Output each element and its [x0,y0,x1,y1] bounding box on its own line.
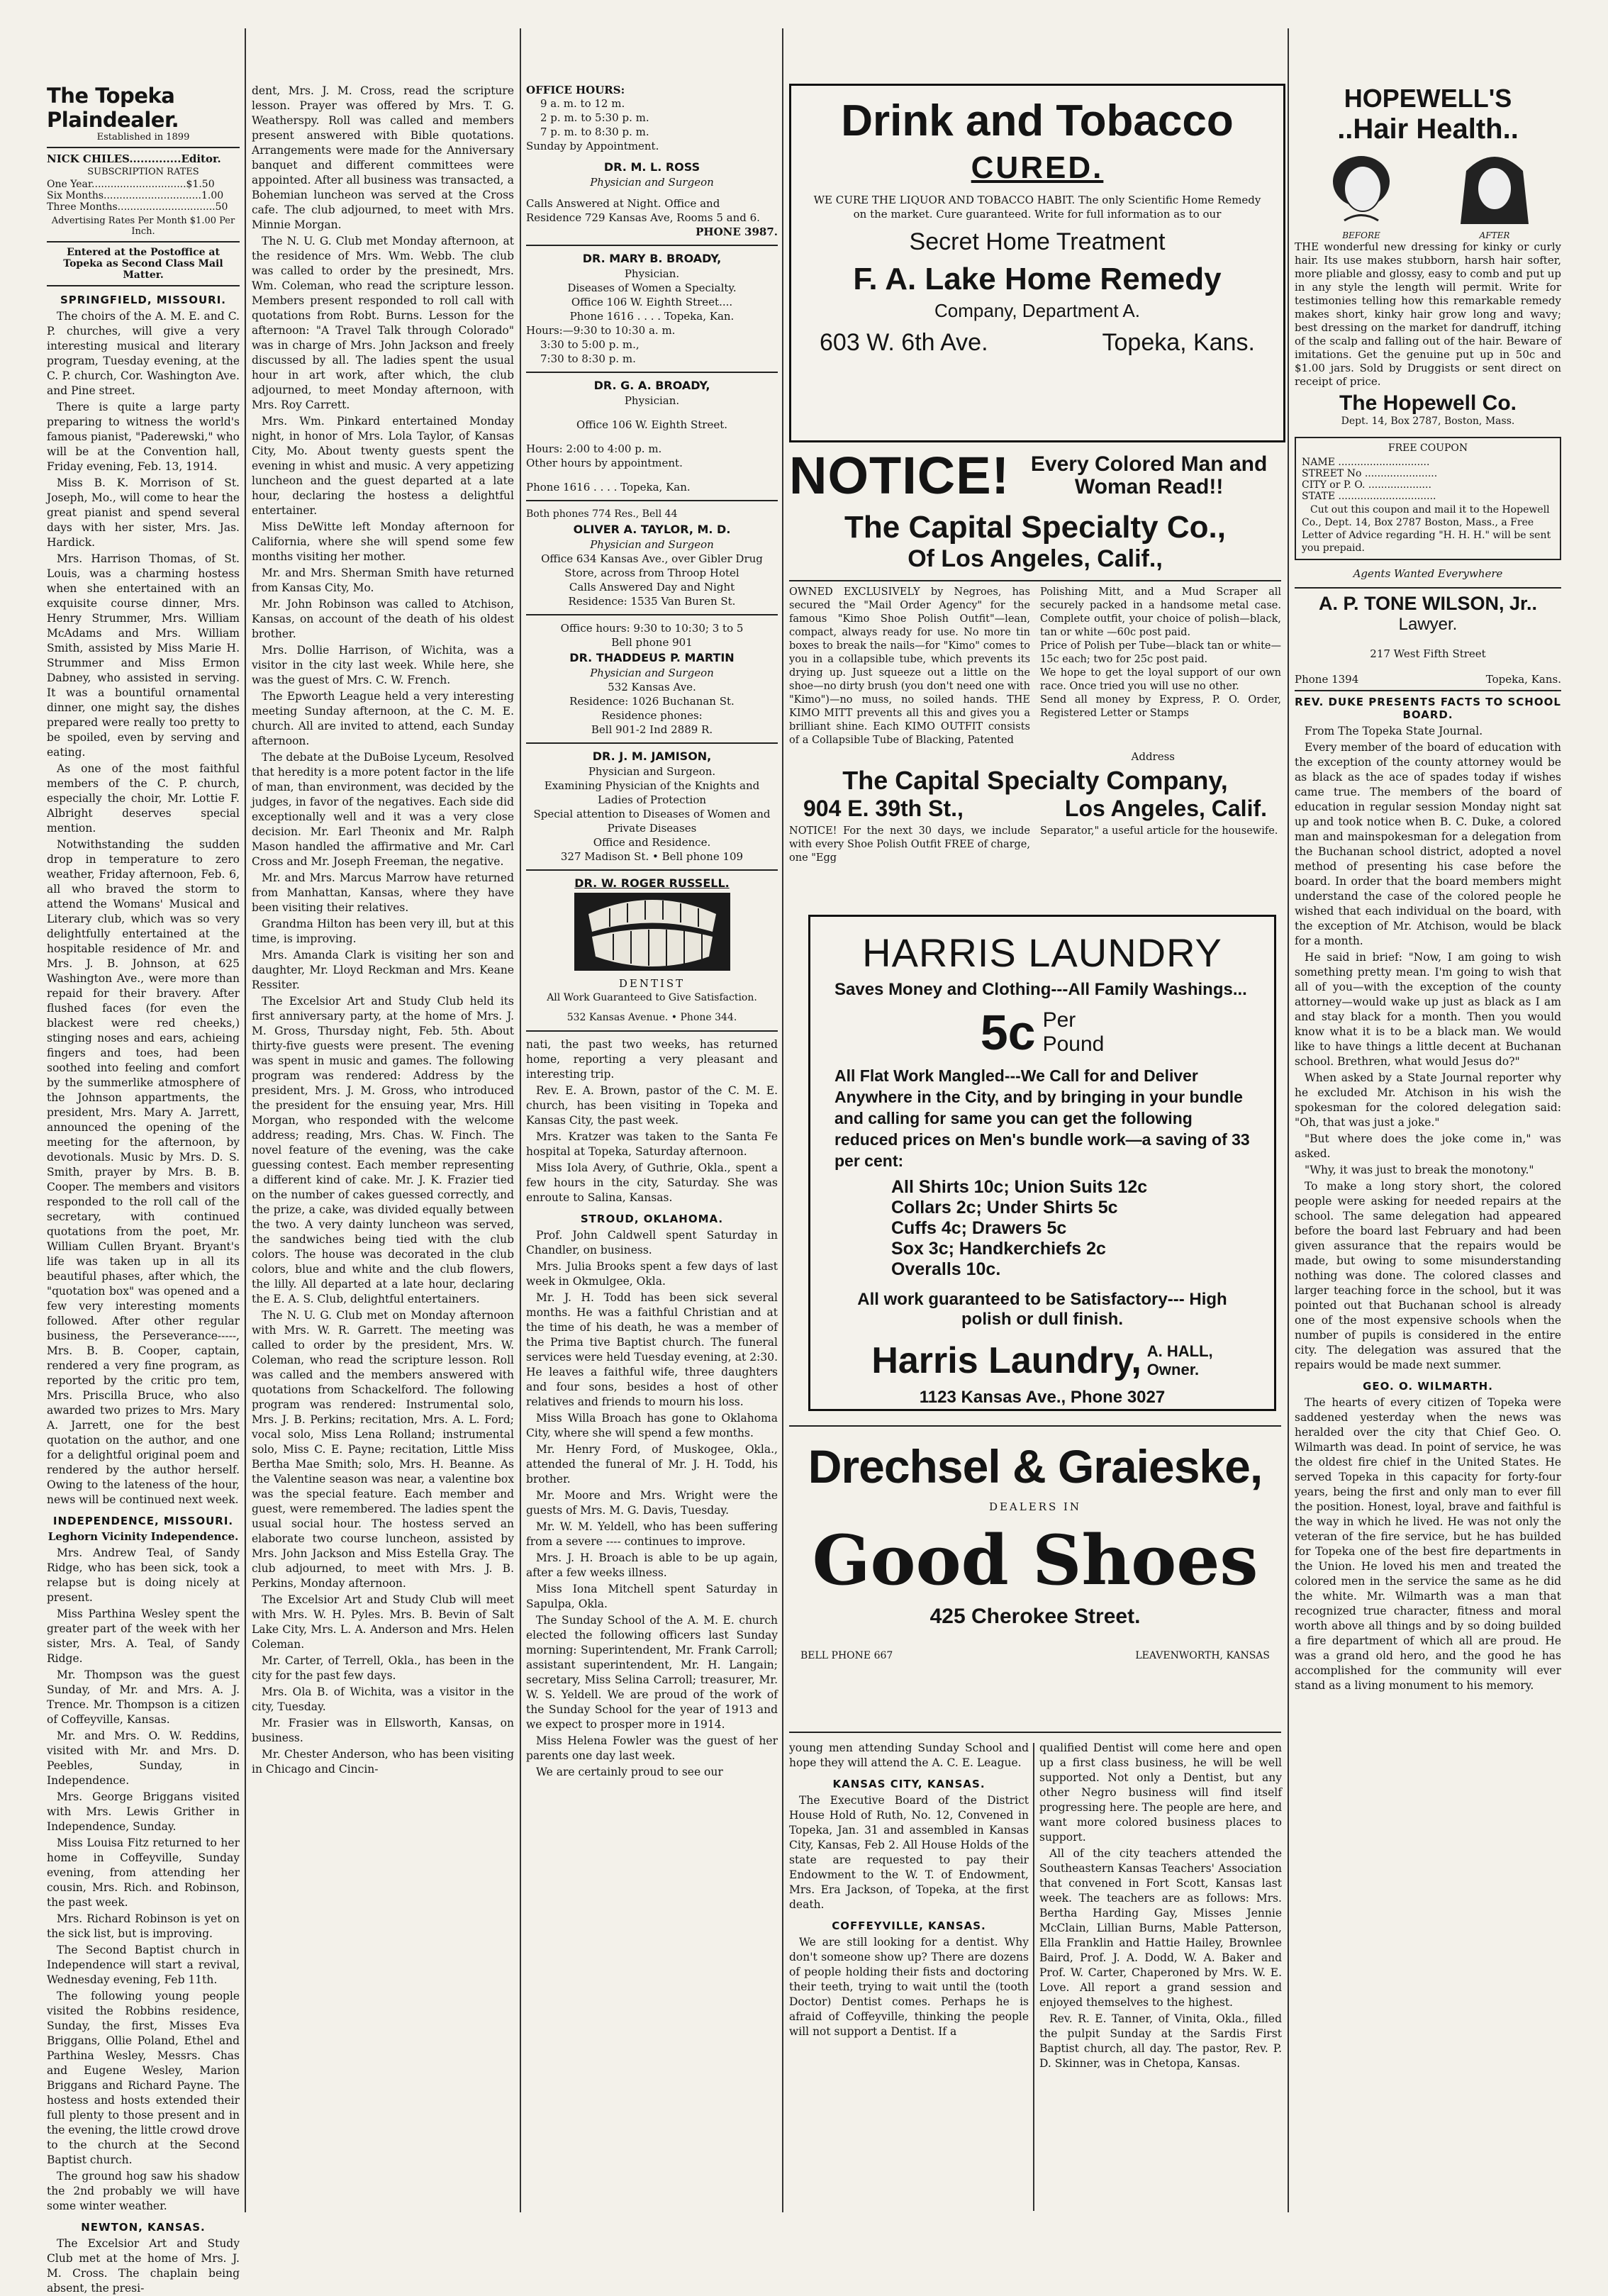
owner-name: A. HALL, [1146,1342,1213,1360]
card-line: 3:30 to 5:00 p. m., [540,338,640,351]
article-paragraph: Rev. E. A. Brown, pastor of the C. M. E. church, has been visiting in Topeka and Kansas City, the past week. [526,1084,778,1127]
card-line: Office 106 W. Eighth Street. [576,418,728,431]
article-paragraph: qualified Dentist will come here and open up a first class business, he will be well supported. Not only a Dentist, but any other Negro business will find itself progressing here. The people are here, and want more colored business places to support. [1039,1741,1282,1844]
card-line: Phone 1616 . . . . Topeka, Kan. [526,481,691,494]
ad-line: Company, Department A. [934,300,1140,321]
shoes-footer [800,1650,1270,1661]
article-paragraph: The Excelsior Art and Study Club held its first anniversary party, at the home of Mrs. J. M. Gross, Thursday night, Feb. 5th. About thirty-five guests were present. The evening was spent in music and games. The following program was rendered: Address by the president, Mrs. J. M. Gross, who introduced the president for the ensuing year, Mrs. Hill Morgan, who responded with the welcome address; reading, Mrs. Chas. W. Finch. The novel feature of the evening, was the cake guessing contest. Each member representing a different kind of cake. Mr. J. K. Frazier tied on the number of cakes guessed correctly, and the prize, a cake, was divided equally between the two. A very dainty luncheon was served, the sandwiches being tied with the club colors. The house was decorated in the club colors, blue and white and the club flowers, the lilly. All departed at a late hour, declaring the E. A. S. Club, delightful entertainers. [252,995,514,1305]
ad-text: WE CURE THE LIQUOR AND TOBACCO HABIT. The only Scientific Home Remedy on the market. Cure guaranteed. Write for full information as to our [813,194,1261,221]
article-paragraph: Mr. and Mrs. Marcus Marrow have returned from Manhattan, Kansas, where they have been visiting their relatives. [252,871,514,914]
section-heading: REV. DUKE PRESENTS FACTS TO SCHOOL BOARD. [1295,696,1561,721]
after-figure [1452,150,1537,240]
notice-ad [789,445,1281,899]
card-line: Residence: 1535 Van Buren St. [568,595,736,608]
ad-headline: Drink and Tobacco [841,96,1234,145]
card-line: Special attention to Diseases of Women and Private Diseases [533,808,771,835]
office-hours-card [526,84,778,153]
divider [526,614,778,615]
rate-line: Six Months...............................1.00 [47,190,224,201]
woman-short-hair-icon [1319,150,1404,228]
section-heading: STROUD, OKLAHOMA. [580,1213,724,1225]
article-paragraph: Mr. Chester Anderson, who has been visiting in Chicago and Cincin- [252,1748,514,1776]
shoes-dealers: DEALERS IN [988,1500,1082,1513]
article-paragraph: The Sunday School of the A. M. E. church elected the following officers last Sunday morning: Superintendent, Mr. Frank Carroll; assistant superintendent, Mr. H. Langain; secretary, Miss Selina Carroll; treasurer, Mr. W. S. Yeldell. We are proud of the work of the Sunday School for the year of 1913 and we expect to prosper more in 1914. [526,1614,778,1731]
coupon-field-city[interactable]: CITY or P. O. .................... [1302,479,1431,491]
coupon-title: FREE COUPON [1388,442,1468,454]
before-figure [1319,150,1404,240]
card-line: Other hours by appointment. [526,457,683,469]
article-paragraph: When asked by a State Journal reporter why he excluded Mr. Atchison in his wish the spokesman for the colored delegation said: "Oh, that was just a joke." [1295,1071,1561,1129]
editor-line: NICK CHILES..............Editor. [47,152,221,165]
divider [47,285,240,286]
article-paragraph: Miss DeWitte left Monday afternoon for California, where she will spend some few months visiting her mother. [252,520,514,563]
article-paragraph: Mrs. Wm. Pinkard entertained Monday night, in honor of Mrs. Lola Taylor, of Kansas City, Mo. About twenty guests spent the evening in whist and music. A very appetizing luncheon and the guest departed at a late hour, declaring the hostess a delightful entertainer. [252,415,514,517]
masthead-title: The Topeka Plaindealer. [47,84,179,132]
ad-subheadline: CURED. [971,150,1104,185]
article-paragraph: We are still looking for a dentist. Why don't someone show up? There are dozens of people holding their fists and doctoring their teeth, trying to wait until the (tooth Doctor) Dentist comes. Perhaps he is afraid of Coffeyville, thinking the people will not support a Dentist. If a [789,1936,1029,2038]
martin-card [526,621,778,737]
article-paragraph: Mrs. Ola B. of Wichita, was a visitor in the city, Tuesday. [252,1685,514,1713]
article-paragraph: young men attending Sunday School and hope they will attend the A. C. E. League. [789,1741,1029,1769]
article-paragraph: Mr. Thompson was the guest Sunday, of Mr. and Mrs. A. J. Trence. Mr. Thompson is a citizen of Coffeyville, Kansas. [47,1668,240,1726]
article-paragraph: Rev. R. E. Tanner, of Vinita, Okla., filled the pulpit Sunday at the Sardis First Baptist church, all day. The pastor, Rev. P. D. Skinner, was in Chetopa, Kansas. [1039,2012,1282,2070]
divider [1295,587,1561,589]
teeth-illustration [526,893,778,974]
laundry-price-line: Cuffs 4c; Drawers 5c [891,1218,1067,1238]
doctor-title: Physician and Surgeon [590,538,714,551]
section-heading: COFFEYVILLE, KANSAS. [832,1919,986,1932]
article-paragraph: He said in brief: "Now, I am going to wish something pretty mean. I'm going to wish that all of you—with the exception of the county attorney—would wake up just as black as I am and stay black for a month. Then you would know what it is to be a black man. We would like to have things a little decent at Buchanan school. Brethren, what would Jesus do?" [1295,951,1561,1068]
article-paragraph: To make a long story short, the colored people were asking for needed repairs at the school. The same delegation had appeared before the board last February and had been given assurance that the repairs would be made, but owing to some misunderstanding nothing was done. The colored classes and larger teaching force in the school, but it was pointed out that Buchanan school is already one of the most expensive schools when the number of pupils is considered in the entire city. The delegation was assured that the repairs would be made next summer. [1295,1180,1561,1371]
card-line: 532 Kansas Avenue. • Phone 344. [566,1012,737,1023]
column-6 [1295,84,1561,2218]
article-paragraph: The Executive Board of the District House Hold of Ruth, No. 12, Convened in Topeka, Jan. 31 and assembled in Kansas City, Kansas, Feb 2. All House Holds of the state are requested to pay their Endowment to the W. T. of Endowment, Mrs. Era Jackson, of Topeka, at the first death. [789,1794,1029,1911]
doctor-title: Physician and Surgeon [590,667,714,679]
article-source: From The Topeka State Journal. [1305,725,1483,737]
jamison-card [526,749,778,864]
laundry-pound: Pound [1042,1032,1105,1056]
rate-line: One Year..............................$1.50 [47,179,215,190]
article-paragraph: Mrs. Dollie Harrison, of Wichita, was a visitor in the city last week. While here, she was the guest of Mrs. C. W. French. [252,644,514,686]
article-paragraph: There is quite a large party preparing to witness the world's famous pianist, "Paderewski," who will be at the Convention hall, Friday evening, Feb. 13, 1914. [47,401,240,473]
article-paragraph: Mr. and Mrs. Sherman Smith have returned from Kansas City, Mo. [252,567,514,594]
good-shoes-ad [789,1425,1281,1733]
article-paragraph: Mr. Moore and Mrs. Wright were the guests of Mrs. M. G. Davis, Tuesday. [526,1489,778,1517]
woman-long-hair-icon [1452,150,1537,228]
article-paragraph: Mrs. Kratzer was taken to the Santa Fe hospital at Topeka, Saturday afternoon. [526,1130,778,1158]
article-paragraph: Notwithstanding the sudden drop in temperature to zero weather, Friday afternoon, Feb. 6, all who braved the storm to attend the Womans' Musical and Literary club, which was so very delightfully entertained at the hospitable residence of Mr. and Mrs. J. B. Johnson, at 625 Washington Ave., were more than repaid for their bravery. After flushed faces (for even the blackest were red cheeks,) stinging noses and ears, achieing fingers and toes, had been soothed into feeling and comfort by the summerlike atmosphere of the Johnson appartments, the president, Mrs. Mary A. Jarrett, announced the opening of the meeting for the afternoon, by devotionals. Music by Mrs. D. S. Smith, prayer by Mrs. B. B. Cooper. The members and visitors responded to the roll call of the secretary, with continued quotations from the poet, Mr. William Cullen Bryant. Bryant's life was taken up in all its beautiful phases, after which, the "quotation box" was opened and a few very interesting moments followed. After other regular business, the Perseverance-----, Mrs. B. B. Cooper, captain, rendered a very fine program, as reported by the critic pro tem, Mrs. Priscilla Bruce, who also awarded two prizes to Mrs. Mary A. Jarrett, one for the best quotation on the author, and one for a delightful original poem and rendered by the author herself. Owing to the lateness of the hour, news will be continued next week. [47,838,240,1506]
doctor-name: DR. M. L. ROSS [603,160,700,174]
article-paragraph: Mr. J. H. Todd has been sick several months. He was a faithful Christian and at the time of his death, he was a member of the Prima tive Baptist church. The funeral services were held Tuesday evening, at 2:30. He leaves a faithful wife, three daughters and four sons, besides a host of other relatives and friends to mourn his loss. [526,1291,778,1408]
ross-card [526,160,778,239]
notice-company: The Capital Specialty Co., [844,510,1226,545]
section-subheading: Leghorn Vicinity Independence. [48,1530,239,1543]
mary-broady-card [526,252,778,366]
divider [526,372,778,373]
section-heading: NEWTON, KANSAS. [81,2221,206,2234]
lawyer-phone: Phone 1394 [1295,673,1359,686]
notice-headline-row [789,445,1281,506]
dentures-icon [574,893,730,971]
laundry-owner [1147,1342,1213,1379]
article-paragraph: Mr. W. M. Yeldell, who has been suffering from a severe ---- continues to improve. [526,1520,778,1548]
article-paragraph: Every member of the board of education with the exception of the county attorney would be as black as the ace of spades today if wishes came true. The members of the board of education in regular session Monday night sat up and took notice when B. C. Duke, a colored man and mainspokesman for a delegation from the Buchanan school district, adopted a novel method of presenting his case before the board. In order that the board members might understand the case of the colored people he wished that each individual on the board, with the exception of Mr. Atchison, would be black for a month. [1295,741,1561,947]
coupon-text: Cut out this coupon and mail it to the Hopewell Co., Dept. 14, Box 2787 Boston, Mass., a Free Letter of Advice regarding "H. H. H." will be sent you prepaid. [1302,504,1551,554]
ad-city: Topeka, Kans. [1102,329,1255,356]
ad-company: F. A. Lake Home Remedy [853,262,1222,296]
card-line: Hours: 2:00 to 4:00 p. m. [526,442,662,455]
hopewell-company: The Hopewell Co. [1339,391,1517,415]
divider [526,742,778,744]
laundry-price-line: Sox 3c; Handkerchiefs 2c [891,1239,1106,1259]
column-3 [526,84,778,2218]
card-line: Bell 901-2 Ind 2889 R. [591,723,713,736]
free-coupon[interactable] [1295,437,1561,560]
laundry-address: 1123 Kansas Ave., Phone 3027 [919,1388,1166,1407]
card-line: All Work Guaranteed to Give Satisfaction. [547,992,757,1003]
card-line: 327 Madison St. • Bell phone 109 [560,850,744,863]
article-paragraph: The ground hog saw his shadow the 2nd probably we will have some winter weather. [47,2170,240,2212]
notice-headline: NOTICE! [789,446,1010,505]
card-line: Examining Physician of the Knights and Ladies of Protection [544,779,760,806]
article-paragraph: Mrs. J. H. Broach is able to be up again, after a few weeks illness. [526,1551,778,1579]
notice-text-left: OWNED EXCLUSIVELY by Negroes, has secured the "Mail Order Agency" for the famous "Kimo Shoe Polish Outfit"—lean, compact, always ready for use. No more tin boxes to break the nails—for "Kimo" comes to you in a collapsible tube, which prevents its drying up. Just squeeze out a little on the shoe—no dirty brush (you don't need one with "Kimo")—no muss, no soiled hands. THE KIMO MITT prevents all this and gives you a brilliant shine. Each KIMO OUTFIT consists of a Collapsible Tube of Blacking, Patented [789,586,1030,746]
card-line: 532 Kansas Ave. [608,681,696,693]
shoes-phone: BELL PHONE 667 [800,1650,893,1661]
taylor-card [526,507,778,608]
coupon-field-state[interactable]: STATE ............................... [1302,491,1436,502]
notice-text-right: Polishing Mitt, and a Mud Scraper all securely packed in a handsome metal case. Complete outfit, your choice of polish—black, tan or white —60c post paid. Price of Polish per Tube—black tan or white—15c each; two for 25c post paid. We hope to get the loyal support of our own race. Once tried you will use no other. Send all money by Express, P. O. Order, Registered Letter or Stamps [1040,586,1281,719]
column-1 [47,84,240,2295]
shoes-headline: Good Shoes [812,1520,1258,1600]
card-line: 7:30 to 8:30 p. m. [540,352,636,365]
after-label: AFTER [1479,230,1510,240]
doctor-title: Physician and Surgeon. [588,765,716,778]
russell-card [526,876,778,1025]
card-phone: PHONE 3987. [696,225,778,238]
card-line: 2 p. m. to 5:30 p. m. [540,111,649,124]
article-paragraph: nati, the past two weeks, has returned home, reporting a very pleasant and interesting trip. [526,1038,778,1081]
card-line: Phone 1616 . . . . Topeka, Kan. [569,310,735,323]
laundry-price: 5c [980,1005,1036,1060]
shoes-city: LEAVENWORTH, KANSAS [1135,1650,1270,1661]
wilson-card [1295,593,1561,686]
divider [526,245,778,246]
laundry-price-line: Overalls 10c. [891,1259,1001,1279]
article-paragraph: Mr. Henry Ford, of Muskogee, Okla., attended the funeral of Mr. J. H. Todd, his brother. [526,1443,778,1486]
article-paragraph: Miss B. K. Morrison of St. Joseph, Mo., will come to hear the great pianist and spend several days with her sister, Mrs. Jas. Hardick. [47,477,240,549]
laundry-price-line: All Shirts 10c; Union Suits 12c [891,1177,1148,1197]
card-line: Calls Answered at Night. Office and Residence 729 Kansas Ave, Rooms 5 and 6. [526,197,760,224]
article-paragraph: The N. U. G. Club met Monday afternoon, at the residence of Mrs. Wm. Webb. The club was called to order by the presinedt, Mrs. Wm. Coleman, who read the scripture lesson. Members present responded to roll call with quotations from Robt. Burns. Lesson for the afternoon: "A Travel Talk through Colorado" was in charge of Mrs. John Jackson and freely discussed by all. The ladies spent the usual hour in art work, after which, the club adjourned, to meet Monday afternoon, with Mrs. Roy Carrett. [252,235,514,411]
column-rule [1033,1743,1034,2211]
notice-city-2: Los Angeles, Calif. [1064,796,1267,821]
divider [1295,690,1561,691]
hopewell-title: HOPEWELL'S [1344,84,1512,113]
doctor-name: OLIVER A. TAYLOR, M. D. [573,523,731,536]
notice-footer-right: Separator," a useful article for the housewife. [1040,825,1278,837]
g-broady-card [526,379,778,494]
article-paragraph: All of the city teachers attended the Southeastern Kansas Teachers' Association that convened in Fort Scott, Kansas last week. The teachers are as follows: Mrs. Bertha Harding Gay, Misses Jennie McClain, Lillian Burns, Mable Patterson, Ella Franklin and Hattie Hailey, Brownlee Baird, Prof. J. A. Dodd, W. A. Baker and Prof. W. Carter, Chaperoned by Mrs. W. E. Love. All report a grand session and enjoyed themselves to the highest. [1039,1847,1282,2009]
article-paragraph: Miss Iona Mitchell spent Saturday in Sapulpa, Okla. [526,1583,778,1610]
card-line: Office hours: 9:30 to 10:30; 3 to 5 [560,622,744,635]
article-paragraph: Mrs. Andrew Teal, of Sandy Ridge, who has been sick, took a relapse but is doing nicely at present. [47,1547,240,1604]
article-paragraph: Mr. Frasier was in Ellsworth, Kansas, on business. [252,1717,514,1744]
column-2 [252,84,514,2218]
article-paragraph: The Excelsior Art and Study Club met at the home of Mrs. J. M. Cross. The chaplain being absent, the presi- [47,2237,240,2295]
doctor-title: Physician. [624,394,680,407]
section-heading: INDEPENDENCE, MISSOURI. [52,1515,234,1527]
hopewell-text: THE wonderful new dressing for kinky or curly hair. Its use makes stubborn, harsh hair softer, more pliable and glossy, easy to comb and put up in any style the length will permit. Write for testimonies telling how this remarkable remedy makes short, kinky hair grow long and wavy; best dressing on the market for dandruff, itching of the scalp and falling out of the hair. Beware of imitations. Get the genuine put up in 50c and $1.00 jars. Sold by Druggists or sent direct on receipt of price. [1295,240,1561,388]
article-paragraph: Mr. Carter, of Terrell, Okla., has been in the city for the past few days. [252,1654,514,1682]
article-paragraph: Mr. and Mrs. O. W. Reddins, visited with Mr. and Mrs. D. Peebles, Sunday, in Independence. [47,1729,240,1787]
article-paragraph: The hearts of every citizen of Topeka were saddened yesterday when the news was heralded over the city that Chief Geo. O. Wilmarth was dead. In point of service, he was the oldest fire chief in the United States. He served Topeka in this capacity for forty-four years, being the first and only man to ever fill the position. Honest, loyal, brave and faithful is the way in which he lived. He was not only the veteran of the fire service, but he has builded for Topeka one of the best fire departments in the Union. He loved his men and treated the colored men in the service the same as he did the white. Mr. Wilmarth was a man that recognized true character, fitness and moral worth above all things and by so doing builded a fire department of which all are proud. He was a grand old hero, and the good he has accomplished for the community will ever stand as a living monument to his memory. [1295,1396,1561,1692]
shoes-address: 425 Cherokee Street. [929,1605,1141,1628]
rates-heading: SUBSCRIPTION RATES [87,167,199,177]
article-paragraph: The Epworth League held a very interesting meeting Sunday afternoon, at the C. M. E. church. All are invited to attend, each Sunday afternoon. [252,690,514,747]
divider [789,580,1281,581]
postoffice-entry: Entered at the Postoffice at Topeka as Second Class Mail Matter. [63,247,223,281]
column-rule [1288,28,1289,2212]
article-paragraph: dent, Mrs. J. M. Cross, read the scripture lesson. Prayer was offered by Mrs. T. G. Weatherspy. Roll was called and members present answered with Bible quotations. Arrangements were made for the Anniversary banquet and different committees were appointed. After all business was transacted, a Bohemian luncheon was served at the Cross cafe. The club adjourned, to meet with Mrs. Minnie Morgan. [252,84,514,231]
card-line: Both phones 774 Res., Bell 44 [526,508,678,520]
article-paragraph: Miss Parthina Wesley spent the greater part of the week with her sister, Mrs. A. Teal, of Sandy Ridge. [47,1607,240,1665]
article-paragraph: Mrs. Julia Brooks spent a few days of last week in Okmulgee, Okla. [526,1260,778,1288]
card-line: Bell phone 901 [611,636,693,649]
lawyer-name: A. P. TONE WILSON, Jr.. [1318,593,1538,614]
divider [47,147,240,148]
article-paragraph: The debate at the DuBoise Lyceum, Resolved that heredity is a more potent factor in the life of man, than environment, was decided by the judges, in favor of the negatives. Each side did exceptionally well and it was a very close decision. Mr. Earl Theonix and Mr. Ralph Mason handled the affirmative and Mr. Carl Cross and Mr. Joseph Freeman, the negative. [252,751,514,868]
agents-wanted: Agents Wanted Everywhere [1353,567,1503,580]
laundry-body: All Flat Work Mangled---We Call for and Deliver Anywhere in the City, and by bringing in your bundle and calling for same you can get the following reduced prices on Men's bundle work—a saving of 33 per cent: [834,1066,1250,1170]
doctor-name: DR. THADDEUS P. MARTIN [569,651,735,664]
owner-title: Owner. [1146,1361,1200,1378]
article-paragraph: Mr. John Robinson was called to Atchison, Kansas, on account of the death of his oldest brother. [252,598,514,640]
card-line: Hours:—9:30 to 10:30 a. m. [526,324,676,337]
card-line: Office and Residence. [593,836,711,849]
article-paragraph: Grandma Hilton has been very ill, but at this time, is improving. [252,918,514,945]
doctor-name: DR. G. A. BROADY, [593,379,710,392]
laundry-name: Harris Laundry, [871,1340,1141,1381]
section-heading: SPRINGFIELD, MISSOURI. [60,294,226,306]
card-line: Calls Answered Day and Night [569,581,735,593]
doctor-name: DR. W. ROGER RUSSELL. [574,876,730,890]
rate-line: Three Months...............................50 [47,201,228,213]
notice-address-label: Address [1131,750,1175,763]
article-paragraph: The Second Baptist church in Independence will start a revival, Wednesday evening, Feb 11th. [47,1944,240,1986]
ad-address-row [820,329,1255,357]
coupon-field-street[interactable]: STREET No ....................... [1302,468,1438,479]
notice-footer [789,825,1281,865]
laundry-unit [1043,1008,1105,1057]
laundry-price-row [834,1004,1250,1061]
card-line: 7 p. m. to 8:30 p. m. [540,126,649,138]
lawyer-footer [1295,673,1561,686]
card-line: 9 a. m. to 12 m. [540,97,625,110]
section-heading: GEO. O. WILMARTH. [1363,1380,1493,1393]
laundry-headline: HARRIS LAUNDRY [862,930,1222,975]
divider [526,869,778,871]
article-paragraph: Miss Louisa Fitz returned to her home in Coffeyville, Sunday evening, from attending her cousin, Mrs. Rich. and Robinson, the past week. [47,1837,240,1909]
column-rule [245,28,246,2212]
card-line: Office 106 W. Eighth Street.... [571,296,733,308]
doctor-name: DR. MARY B. BROADY, [582,252,722,265]
article-paragraph: "But where does the joke come in," was asked. [1295,1132,1561,1160]
hopewell-address: Dept. 14, Box 2787, Boston, Mass. [1341,416,1515,427]
card-line: Residence: 1026 Buchanan St. [569,695,735,708]
column-4-lower [789,1741,1029,2216]
doctor-title: DENTIST [618,977,686,990]
article-paragraph: Mrs. Richard Robinson is yet on the sick list, but is improving. [47,1912,240,1940]
article-paragraph: The N. U. G. Club met on Monday afternoon with Mrs. W. R. Garrett. The meeting was called to order by the president, Mrs. W. Coleman, who read the scripture lesson. Roll was called and the members answered with quotations from Schackelford. The following program was rendered: Instrumental solo, Mrs. J. B. Perkins; recitation, Mrs. A. L. Ford; vocal solo, Miss Lena Rolland; instrumental solo, Miss C. E. Payne; recitation, Little Miss Bertha Mae Smith; solo, Mrs. H. Beanne. As the Valentine season was near, a valentine box was the special feature. Each member and guest, were remembered. The ladies spent the usual social hour. The hostess served an elaborate two course luncheon, assisted by Mrs. John Jackson and Miss Estella Gray. The club adjourned, to meet with Mrs. J. B. Perkins, Monday afternoon. [252,1309,514,1590]
laundry-price-line: Collars 2c; Under Shirts 5c [891,1198,1118,1217]
article-paragraph: Miss Iola Avery, of Guthrie, Okla., spent a few hours in the city, Saturday. She was enroute to Salina, Kansas. [526,1161,778,1204]
ad-address: 603 W. 6th Ave. [820,329,988,356]
lawyer-title: Lawyer. [1398,615,1458,634]
article-paragraph: As one of the most faithful members of the C. P. church, especially the choir, Mr. Lottie F. Albright deserves special mention. [47,762,240,835]
laundry-per: Per [1042,1008,1076,1032]
divider [526,500,778,501]
drink-tobacco-ad [789,84,1285,442]
notice-city: Of Los Angeles, Calif., [908,545,1163,572]
article-paragraph: Miss Helena Fowler was the guest of her parents one day last week. [526,1734,778,1762]
notice-body [789,586,1281,747]
lawyer-city: Topeka, Kans. [1485,673,1561,686]
notice-tagline: Every Colored Man and Woman Read!! [1030,452,1268,498]
masthead-established: Established in 1899 [96,132,190,143]
card-line: Residence phones: [601,709,703,722]
harris-laundry-ad [808,915,1276,1411]
laundry-guarantee: All work guaranteed to be Satisfactory--- High polish or dull finish. [857,1290,1227,1329]
notice-company-2: The Capital Specialty Company, [842,766,1228,795]
article-paragraph: Miss Willa Broach has gone to Oklahoma City, where she will spend a few months. [526,1412,778,1439]
coupon-field-name[interactable]: NAME ............................. [1302,457,1430,468]
card-line: Sunday by Appointment. [526,140,659,152]
article-paragraph: The following young people visited the Robbins residence, Sunday, the first, Misses Eva Briggans, Ollie Poland, Ethel and Parthina Wesley, Messrs. Chas and Eugene Wesley, Marion Briggans and Richard Payne. The hostess and hosts extended their full plenty to those present and in the evening, the little crowd drove to the church at the Second Baptist church. [47,1990,240,2166]
doctor-title: Physician and Surgeon [590,176,714,189]
article-paragraph: "Why, it was just to break the monotony." [1305,1164,1534,1176]
article-paragraph: The choirs of the A. M. E. and C. P. churches, will give a very interesting musical and literary program, Tuesday evening, at the C. P. church, Cor. Washington Ave. and Pine street. [47,310,240,397]
hopewell-ad [1295,84,1561,427]
column-rule [520,28,521,2212]
laundry-name-row [834,1339,1250,1382]
section-heading: KANSAS CITY, KANSAS. [832,1778,986,1790]
doctor-name: DR. J. M. JAMISON, [592,749,712,763]
divider [526,1030,778,1032]
lawyer-address: 217 West Fifth Street [1370,647,1486,660]
before-label: BEFORE [1342,230,1380,240]
hopewell-subtitle: ..Hair Health.. [1337,113,1519,145]
shoes-firm: Drechsel & Graieske, [808,1440,1263,1493]
laundry-tagline: Saves Money and Clothing---All Family Washings... [834,980,1247,999]
card-heading: OFFICE HOURS: [526,84,625,96]
advertising-rates: Advertising Rates Per Month $1.00 Per Inch. [51,216,235,237]
article-paragraph: Prof. John Caldwell spent Saturday in Chandler, on business. [526,1229,778,1256]
column-5-lower [1039,1741,1282,2216]
notice-address-row [803,796,1267,822]
column-rule [782,28,783,2212]
notice-footer-left: NOTICE! For the next 30 days, we include with every Shoe Polish Outfit FREE of charge, one "Egg [789,825,1030,864]
card-line: Office 634 Kansas Ave., over Gibler Drug Store, across from Throop Hotel [541,552,763,579]
divider [47,241,240,243]
article-paragraph: We are certainly proud to see our [536,1766,723,1778]
article-paragraph: Mrs. George Briggans visited with Mrs. Lewis Grither in Independence, Sunday. [47,1790,240,1833]
before-after-illustration [1295,150,1561,240]
notice-street: 904 E. 39th St., [803,796,964,821]
article-paragraph: Mrs. Harrison Thomas, of St. Louis, was a charming hostess when she entertained with an exquisite course dinner, Mrs. Henry Strummer, Mrs. William McAdams and Mrs. William Smith, assisted by Miss Marie H. Strummer and Miss Ermon Dabney, who assisted in serving. It was a bountiful ornamental dinner, one might say, the dishes prepared were really too pretty to be spoiled, even by serving and eating. [47,552,240,759]
card-line: Diseases of Women a Specialty. [567,282,737,294]
article-paragraph: The Excelsior Art and Study Club will meet with Mrs. W. H. Pyles. Mrs. B. Bevin of Salt Lake City, Mrs. L. A. Anderson and Mrs. Helen Coleman. [252,1593,514,1651]
doctor-title: Physician. [624,267,680,280]
article-paragraph: Mrs. Amanda Clark is visiting her son and daughter, Mr. Lloyd Reckman and Mrs. Keane Ressiter. [252,949,514,991]
ad-line: Secret Home Treatment [909,228,1166,255]
